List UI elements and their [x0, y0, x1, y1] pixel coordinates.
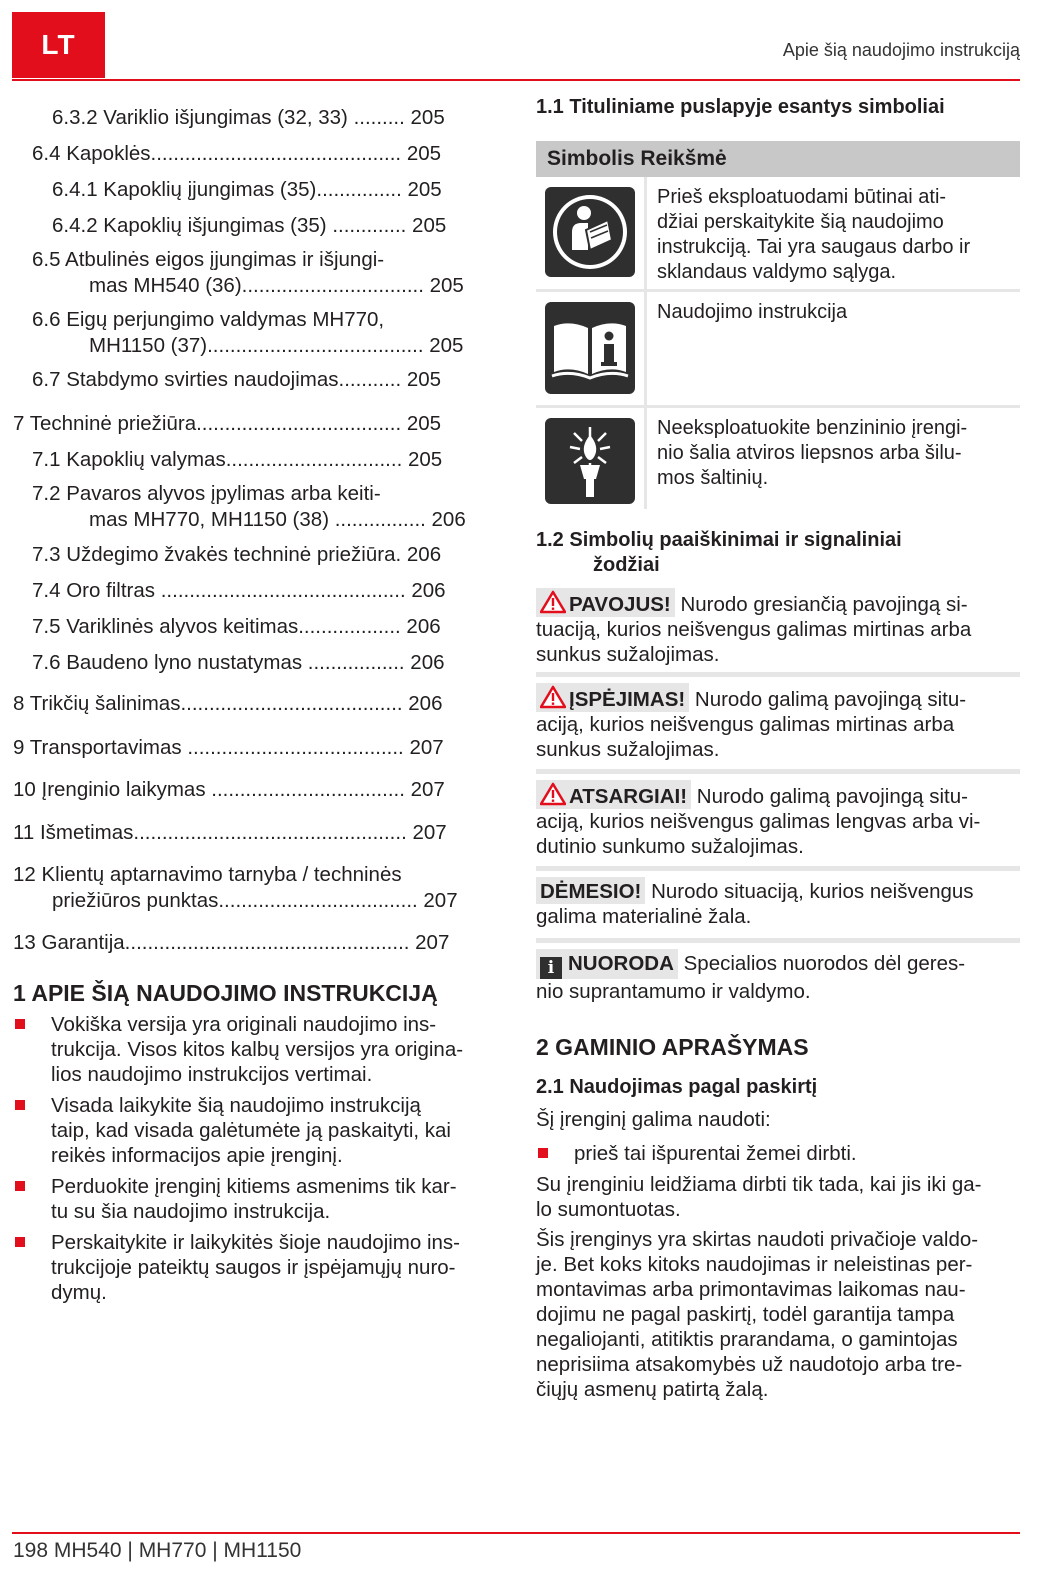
symbol-meaning: Neeksploatuokite benzininio įrengi- nio šalia atviros liepsnos arba šilu- mos šaltinių.: [657, 417, 968, 489]
manual-info-icon: [545, 302, 635, 394]
warning-triangle-icon: [540, 685, 566, 709]
footer-rule: [12, 1532, 1020, 1534]
symbols-table: [536, 141, 1020, 509]
list-item: prieš tai išpurentai žemei dirbti.: [536, 1141, 857, 1166]
bullet-square-icon: [15, 1237, 25, 1247]
list-item: Perduokite įrenginį kitiems asmenims tik kar- tu su šia naudojimo instrukcija.: [13, 1174, 498, 1224]
toc-item[interactable]: 12 Klientų aptarnavimo tarnyba / techninės priežiūros punktas................................... 207: [13, 863, 458, 912]
list-item: Visada laikykite šią naudojimo instrukciją taip, kad visada galėtumėte ją paskaityti, kai reikės informacijos apie įrenginį.: [13, 1093, 498, 1168]
table-row: [536, 292, 1020, 408]
symbol-meaning: Prieš eksploatuodami būtinai ati- džiai perskaitykite šią naudojimo instrukciją. Tai yra saugaus darbo ir sklandaus valdymo sąlyga.: [657, 186, 971, 283]
paragraph: Šis įrenginys yra skirtas naudoti privačioje valdo- je. Bet koks kitoks naudojimas ir neleistinas per- montavimas arba primontavimas laikomas nau- dojimu ne pagal paskirtį, todėl garantija tampa negaliojanti, atitiktis prarandama, o gamintojas neprisiima atsakomybės už naudotojo arba tre- čiųjų asmenų patirtą žalą.: [536, 1228, 979, 1401]
section-2-1-heading: 2.1 Naudojimas pagal paskirtį: [536, 1076, 818, 1098]
table-of-contents: [13, 105, 498, 956]
signal-word: PAVOJUS!: [569, 593, 671, 616]
header-rule: [12, 79, 1020, 81]
toc-item[interactable]: 7.2 Pavaros alyvos įpylimas arba keiti- mas MH770, MH1150 (38) ................ 206: [32, 482, 466, 531]
paragraph: Su įrenginiu leidžiama dirbti tik tada, kai jis iki ga- lo sumontuotas.: [536, 1173, 982, 1221]
signal-note: i NUORODA Specialios nuorodos dėl geres- nio suprantamumo ir valdymo.: [536, 938, 1020, 1004]
no-open-flame-icon: [545, 418, 635, 504]
read-manual-icon: [545, 187, 635, 277]
info-icon: i: [540, 957, 562, 979]
section-1-bullets: [13, 1012, 498, 1305]
section-1-2-heading: 1.2 Simbolių paaiškinimai ir signaliniai žodžiai: [536, 529, 902, 576]
toc-item[interactable]: 6.4.1 Kapoklių įjungimas (35)............... 205: [52, 178, 442, 201]
symbol-meaning: Naudojimo instrukcija: [657, 301, 848, 323]
warning-triangle-icon: [540, 782, 566, 806]
signal-word: NUORODA: [568, 952, 674, 975]
toc-item[interactable]: 7.4 Oro filtras ........................................... 206: [32, 579, 446, 602]
language-tab: LT: [12, 12, 105, 78]
signal-warning: ĮSPĖJIMAS! Nurodo galimą pavojingą situ- aciją, kurios neišvengus galimas mirtinas arba sunkus sužalojimas.: [536, 672, 1020, 762]
running-header: Apie šią naudojimo instrukciją: [782, 40, 1020, 60]
toc-item[interactable]: 11 Išmetimas................................................ 207: [13, 821, 447, 844]
section-1-1-heading: 1.1 Tituliniame puslapyje esantys simboliai: [536, 96, 945, 118]
warning-triangle-icon: [540, 590, 566, 614]
signal-notice: DĖMESIO! Nurodo situaciją, kurios neišvengus galima materialinė žala.: [536, 866, 1020, 929]
list-item: Vokiška versija yra originali naudojimo ins- trukcija. Visos kitos kalbų versijos yra origina- lios naudojimo instrukcijos vertimai.: [13, 1012, 498, 1087]
toc-item[interactable]: 7.1 Kapoklių valymas............................... 205: [32, 448, 443, 471]
toc-item[interactable]: 10 Įrenginio laikymas .................................. 207: [13, 778, 445, 801]
bullet-square-icon: [15, 1019, 25, 1029]
section-2-heading: 2 GAMINIO APRAŠYMAS: [536, 1034, 809, 1060]
table-row: [536, 177, 1020, 292]
toc-item[interactable]: 7.3 Uždegimo žvakės techninė priežiūra. 206: [32, 543, 442, 566]
toc-item[interactable]: 6.3.2 Variklio išjungimas (32, 33) ......... 205: [52, 106, 445, 129]
list-item: Perskaitykite ir laikykitės šioje naudojimo ins- trukcijoje pateiktų saugos ir įspėjamųjų nuro- dymų.: [13, 1230, 498, 1305]
bullet-square-icon: [15, 1181, 25, 1191]
section-1-heading: 1 APIE ŠIĄ NAUDOJIMO INSTRUKCIJĄ: [13, 980, 438, 1006]
page-footer: 198 MH540 | MH770 | MH1150: [13, 1539, 302, 1562]
toc-item[interactable]: 8 Trikčių šalinimas....................................... 206: [13, 692, 443, 715]
toc-item[interactable]: 6.7 Stabdymo svirties naudojimas........... 205: [32, 368, 442, 391]
toc-item[interactable]: 6.5 Atbulinės eigos įjungimas ir išjungi- mas MH540 (36)................................ 205: [32, 248, 464, 297]
toc-item[interactable]: 6.6 Eigų perjungimo valdymas MH770, MH1150 (37)...................................... 205: [32, 308, 464, 357]
toc-item[interactable]: 6.4 Kapoklės............................................ 205: [32, 142, 442, 165]
left-column: [13, 96, 498, 1311]
signal-word: ATSARGIAI!: [569, 785, 688, 808]
toc-item[interactable]: 7.5 Variklinės alyvos keitimas.................. 206: [32, 615, 441, 638]
toc-item[interactable]: 7 Techninė priežiūra.................................... 205: [13, 412, 442, 435]
signal-caution: ATSARGIAI! Nurodo galimą pavojingą situ- aciją, kurios neišvengus galimas lengvas arba vi- dutinio sunkumo sužalojimas.: [536, 769, 1020, 859]
signal-danger: PAVOJUS! Nurodo gresiančią pavojingą si- tuaciją, kurios neišvengus galimas mirtinas arba sunkus sužalojimas.: [536, 588, 1020, 667]
intro-paragraph: Šį įrenginį galima naudoti:: [536, 1108, 771, 1131]
bullet-square-icon: [538, 1148, 548, 1158]
table-header: Simbolis Reikšmė: [536, 141, 1020, 177]
signal-word: ĮSPĖJIMAS!: [569, 688, 686, 711]
signal-word: DĖMESIO!: [536, 877, 645, 904]
table-row: [536, 408, 1020, 509]
toc-item[interactable]: 6.4.2 Kapoklių išjungimas (35) ............. 205: [52, 214, 447, 237]
toc-item[interactable]: 9 Transportavimas ...................................... 207: [13, 736, 444, 759]
toc-item[interactable]: 13 Garantija.................................................. 207: [13, 931, 450, 954]
bullet-square-icon: [15, 1100, 25, 1110]
toc-item[interactable]: 7.6 Baudeno lyno nustatymas ................. 206: [32, 651, 445, 674]
